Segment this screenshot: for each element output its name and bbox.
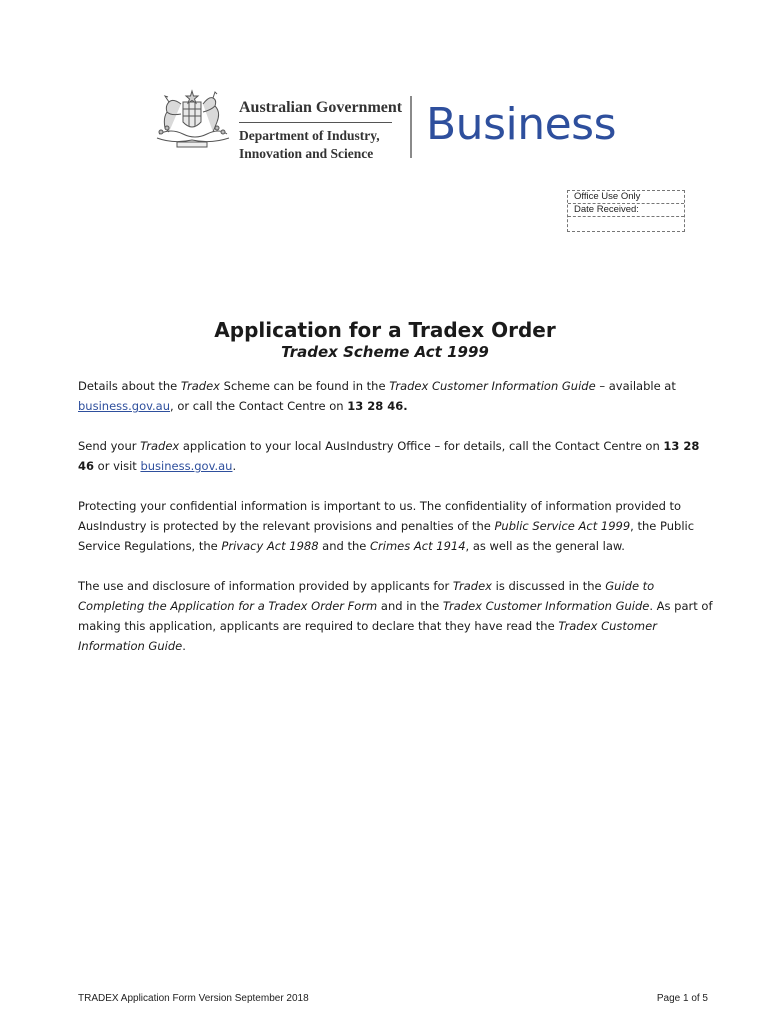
- header-separator: [410, 96, 412, 158]
- page-subtitle: Tradex Scheme Act 1999: [281, 343, 489, 361]
- text: and in the: [377, 599, 443, 613]
- department-line-2: Innovation and Science: [239, 146, 374, 161]
- text: , as well as the general law.: [465, 539, 625, 553]
- text-italic: Crimes Act 1914: [370, 539, 466, 553]
- date-received-label: Date Received:: [568, 204, 684, 217]
- divider: [239, 122, 392, 123]
- text-italic: Tradex: [180, 379, 220, 393]
- phone-number: 13 28 46: [78, 439, 700, 473]
- text: is discussed in the: [491, 579, 606, 593]
- text: . As part of making this application, applicants are required to declare that they have read the: [78, 599, 713, 633]
- text-italic: Tradex: [140, 439, 180, 453]
- text-italic: Guide to Completing the Application for a Tradex Order Form: [78, 579, 655, 613]
- government-wordmark: [239, 99, 403, 163]
- paragraph-disclosure: [78, 576, 718, 656]
- text-italic: Tradex Customer Information Guide: [78, 619, 657, 653]
- date-received-field[interactable]: [568, 217, 684, 232]
- text: .: [182, 639, 186, 653]
- business-link[interactable]: business.gov.au: [140, 459, 233, 473]
- business-logo: Business: [426, 99, 617, 150]
- text-italic: Privacy Act 1988: [221, 539, 319, 553]
- text: – available at: [595, 379, 676, 393]
- text: The use and disclosure of information provided by applicants for: [78, 579, 453, 593]
- business-link[interactable]: business.gov.au: [78, 399, 171, 413]
- phone-number: 13 28 46.: [347, 399, 408, 413]
- office-use-box: [567, 190, 685, 232]
- office-use-label: Office Use Only: [568, 191, 684, 204]
- footer-version: TRADEX Application Form Version September 2018: [78, 993, 309, 1004]
- footer-page-number: Page 1 of 5: [656, 993, 708, 1004]
- government-title: Australian Government: [239, 99, 403, 116]
- paragraph-details: [78, 376, 718, 416]
- paragraph-send: [78, 436, 718, 476]
- text-italic: Tradex Customer Information Guide: [442, 599, 650, 613]
- text: , or call the Contact Centre on: [170, 399, 348, 413]
- text-italic: Public Service Act 1999: [494, 519, 631, 533]
- text: .: [232, 459, 237, 473]
- coat-of-arms-icon: [151, 88, 233, 150]
- text: Protecting your confidential information is important to us. The confidentiality of information provided to AusIndustry is protected by the relevant provisions and penalties of the: [78, 499, 682, 533]
- text: or visit: [94, 459, 141, 473]
- text: Details about the: [78, 379, 181, 393]
- department-line-1: Department of Industry,: [239, 128, 380, 143]
- text: Scheme can be found in the: [219, 379, 390, 393]
- paragraph-confidentiality: [78, 496, 718, 556]
- text: application to your local AusIndustry Office – for details, call the Contact Centre on: [179, 439, 664, 453]
- text-italic: Tradex: [452, 579, 492, 593]
- text: Send your: [78, 439, 141, 453]
- text: and the: [318, 539, 371, 553]
- text-italic: Tradex Customer Information Guide: [389, 379, 596, 393]
- page-title: Application for a Tradex Order: [214, 318, 556, 342]
- text: , the Public Service Regulations, the: [78, 519, 695, 553]
